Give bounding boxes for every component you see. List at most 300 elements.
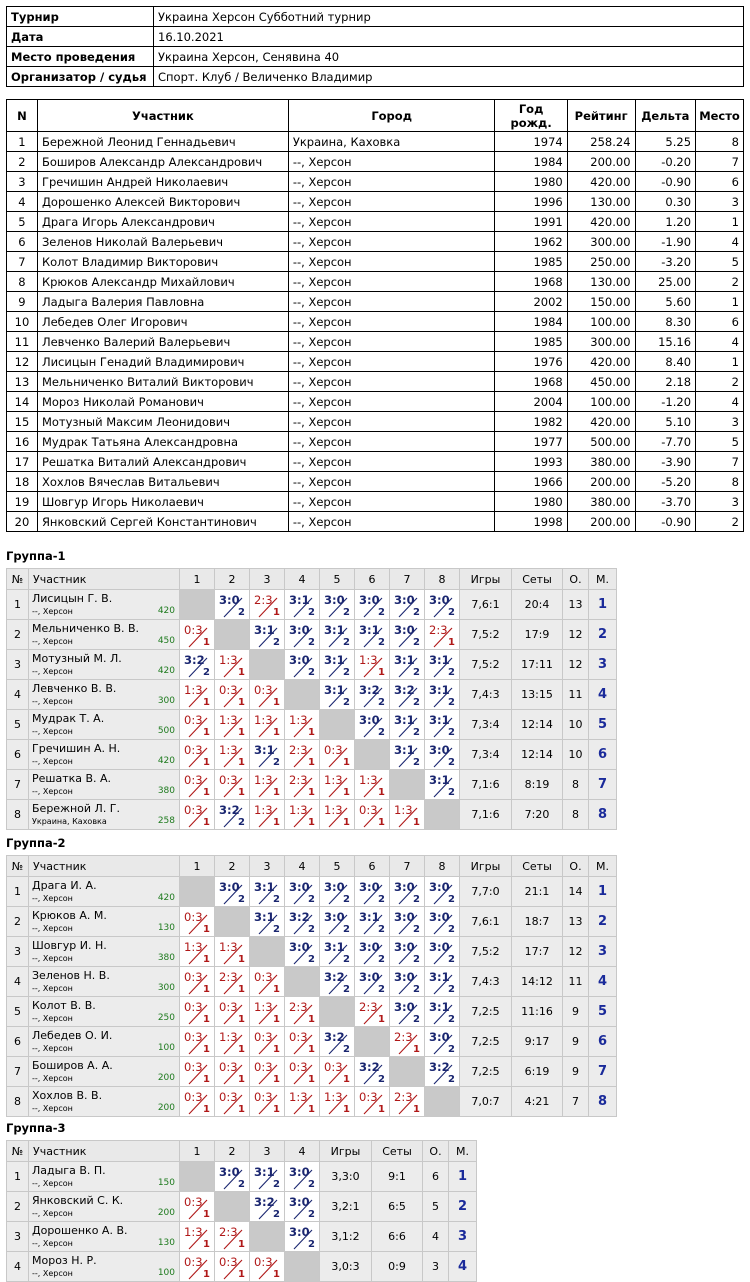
match-points: 1 [343, 1104, 350, 1115]
match-points: 1 [378, 817, 385, 828]
player-place: 7 [589, 770, 617, 800]
opponent-header: 6 [355, 569, 390, 590]
match-points: 1 [273, 1014, 280, 1025]
games-header: Игры [320, 1141, 372, 1162]
participant-cell: 1.20 [635, 212, 696, 232]
match-points: 1 [203, 954, 210, 965]
player-rating: 200 [157, 1073, 175, 1083]
match-score: 1:3 [289, 803, 308, 817]
match-result-cell [390, 907, 425, 937]
player-games: 3,2:1 [320, 1192, 372, 1222]
player-games: 7,2:5 [460, 997, 512, 1027]
player-cell [29, 590, 180, 620]
participant-cell: 150.00 [567, 292, 635, 312]
match-result-cell [390, 967, 425, 997]
self-match-cell [250, 650, 285, 680]
player-games: 7,6:1 [460, 907, 512, 937]
player-name: Бережной Л. Г. [32, 802, 121, 815]
match-result-cell [320, 1057, 355, 1087]
opponent-header: 4 [285, 856, 320, 877]
match-points: 2 [343, 637, 350, 648]
participant-cell: 12 [7, 352, 38, 372]
match-points: 1 [273, 1104, 280, 1115]
player-number: 1 [7, 590, 29, 620]
match-score: 3:2 [184, 653, 205, 667]
opponent-header: 1 [180, 856, 215, 877]
match-score: 1:3 [324, 773, 343, 787]
participant-cell: 420.00 [567, 172, 635, 192]
match-result-cell [355, 1087, 390, 1117]
match-points: 1 [273, 817, 280, 828]
match-points: 1 [238, 727, 245, 738]
match-score: 3:1 [359, 623, 380, 637]
player-cell [29, 770, 180, 800]
player-city: --, Херсон [32, 954, 73, 963]
match-points: 2 [273, 1209, 280, 1220]
sets-header: Сеты [512, 856, 563, 877]
match-result-cell [250, 1162, 285, 1192]
player-number: 5 [7, 997, 29, 1027]
player-points: 11 [563, 680, 589, 710]
player-games: 7,2:5 [460, 1057, 512, 1087]
participant-cell: Дорошенко Алексей Викторович [37, 192, 288, 212]
player-sets: 6:5 [372, 1192, 423, 1222]
participant-cell: 5 [7, 212, 38, 232]
participant-cell: 380.00 [567, 492, 635, 512]
participant-cell: --, Херсон [288, 152, 495, 172]
match-result-cell [215, 710, 250, 740]
participant-cell: -0.20 [635, 152, 696, 172]
group-player-row [7, 1192, 477, 1222]
match-points: 1 [238, 1104, 245, 1115]
player-rating: 130 [157, 923, 175, 933]
self-match-cell [250, 1222, 285, 1252]
opponent-header: 8 [425, 856, 460, 877]
match-points: 2 [273, 637, 280, 648]
player-place: 6 [589, 740, 617, 770]
match-score: 3:0 [394, 880, 415, 894]
match-result-cell [215, 650, 250, 680]
match-result-cell [215, 770, 250, 800]
match-points: 2 [448, 984, 455, 995]
match-points: 1 [238, 1269, 245, 1280]
match-points: 2 [413, 727, 420, 738]
player-points: 6 [423, 1162, 449, 1192]
match-points: 2 [238, 894, 245, 905]
column-header: Город [288, 100, 495, 132]
match-points: 2 [448, 607, 455, 618]
player-city: --, Херсон [32, 607, 73, 616]
match-points: 1 [203, 1074, 210, 1085]
match-result-cell [425, 877, 460, 907]
player-name: Мудрак Т. А. [32, 712, 105, 725]
match-points: 1 [203, 727, 210, 738]
participant-cell: 2 [696, 272, 744, 292]
match-score: 1:3 [219, 743, 238, 757]
participant-cell: --, Херсон [288, 412, 495, 432]
participant-cell: Боширов Александр Александрович [37, 152, 288, 172]
points-header: О. [423, 1141, 449, 1162]
participant-cell: 420.00 [567, 412, 635, 432]
match-result-cell [215, 800, 250, 830]
match-points: 2 [378, 697, 385, 708]
match-points: 1 [308, 727, 315, 738]
player-games: 7,6:1 [460, 590, 512, 620]
match-points: 2 [448, 1074, 455, 1085]
match-score: 3:1 [254, 910, 275, 924]
match-points: 2 [343, 894, 350, 905]
match-score: 2:3 [254, 593, 273, 607]
match-score: 3:0 [289, 1195, 310, 1209]
info-row [7, 47, 744, 67]
match-score: 3:0 [324, 910, 345, 924]
participant-cell: 15 [7, 412, 38, 432]
number-header: № [7, 856, 29, 877]
player-rating: 420 [157, 756, 175, 766]
match-score: 1:3 [359, 773, 378, 787]
participant-row [7, 212, 744, 232]
player-rating: 200 [157, 1103, 175, 1113]
player-place: 5 [589, 997, 617, 1027]
participant-cell: 18 [7, 472, 38, 492]
match-points: 1 [308, 1014, 315, 1025]
participant-row [7, 272, 744, 292]
player-number: 3 [7, 937, 29, 967]
participant-cell: 2002 [495, 292, 567, 312]
match-score: 0:3 [184, 743, 203, 757]
participant-cell: 1984 [495, 312, 567, 332]
opponent-header: 2 [215, 856, 250, 877]
participants-header [7, 100, 744, 132]
match-score: 0:3 [184, 1255, 203, 1269]
participant-cell: --, Херсон [288, 492, 495, 512]
match-score: 3:1 [429, 970, 450, 984]
match-points: 1 [203, 924, 210, 935]
self-match-cell [215, 1192, 250, 1222]
opponent-header: 8 [425, 569, 460, 590]
player-sets: 17:11 [512, 650, 563, 680]
match-score: 0:3 [184, 803, 203, 817]
self-match-cell [320, 997, 355, 1027]
participant-cell: Мельниченко Виталий Викторович [37, 372, 288, 392]
player-points: 8 [563, 800, 589, 830]
participant-cell: Левченко Валерий Валерьевич [37, 332, 288, 352]
match-points: 2 [308, 1239, 315, 1250]
player-city: --, Херсон [32, 697, 73, 706]
match-result-cell [355, 907, 390, 937]
match-result-cell [320, 590, 355, 620]
group-player-row [7, 800, 617, 830]
player-cell [29, 680, 180, 710]
match-points: 1 [238, 757, 245, 768]
match-result-cell [215, 1087, 250, 1117]
match-score: 0:3 [254, 1060, 273, 1074]
match-result-cell [355, 710, 390, 740]
match-result-cell [390, 877, 425, 907]
match-score: 3:1 [394, 653, 415, 667]
match-points: 2 [448, 727, 455, 738]
player-name: Мотузный М. Л. [32, 652, 122, 665]
match-points: 2 [413, 1014, 420, 1025]
column-header: Рейтинг [567, 100, 635, 132]
player-name: Дорошенко А. В. [32, 1224, 128, 1237]
match-points: 2 [308, 894, 315, 905]
match-points: 1 [308, 757, 315, 768]
participant-cell: 8.40 [635, 352, 696, 372]
match-result-cell [285, 650, 320, 680]
player-games: 3,1:2 [320, 1222, 372, 1252]
match-score: 3:1 [394, 713, 415, 727]
participant-cell: Мороз Николай Романович [37, 392, 288, 412]
match-score: 3:1 [254, 623, 275, 637]
player-cell [29, 740, 180, 770]
match-result-cell [285, 1222, 320, 1252]
match-result-cell [215, 937, 250, 967]
participant-cell: 1993 [495, 452, 567, 472]
player-city: --, Херсон [32, 894, 73, 903]
match-score: 3:2 [324, 970, 345, 984]
player-number: 6 [7, 740, 29, 770]
player-points: 10 [563, 740, 589, 770]
player-sets: 20:4 [512, 590, 563, 620]
player-sets: 14:12 [512, 967, 563, 997]
group-player-row [7, 680, 617, 710]
player-sets: 18:7 [512, 907, 563, 937]
match-points: 2 [273, 757, 280, 768]
participant-cell: Мудрак Татьяна Александровна [37, 432, 288, 452]
participant-cell: 5.60 [635, 292, 696, 312]
participant-cell: --, Херсон [288, 452, 495, 472]
self-match-cell [390, 1057, 425, 1087]
match-result-cell [285, 710, 320, 740]
opponent-header: 7 [390, 856, 425, 877]
player-points: 5 [423, 1192, 449, 1222]
match-result-cell [320, 680, 355, 710]
info-row [7, 7, 744, 27]
player-points: 8 [563, 770, 589, 800]
match-points: 1 [203, 637, 210, 648]
group-player-row [7, 1027, 617, 1057]
participant-cell: 1985 [495, 252, 567, 272]
sets-header: Сеты [512, 569, 563, 590]
player-cell [29, 877, 180, 907]
participant-cell: 5 [696, 432, 744, 452]
match-points: 1 [308, 1074, 315, 1085]
player-sets: 6:6 [372, 1222, 423, 1252]
player-name: Мельниченко В. В. [32, 622, 140, 635]
match-result-cell [390, 650, 425, 680]
player-cell [29, 1192, 180, 1222]
match-result-cell [285, 800, 320, 830]
participant-cell: 15.16 [635, 332, 696, 352]
participant-cell: 13 [7, 372, 38, 392]
player-name: Колот В. В. [32, 999, 96, 1012]
match-points: 1 [203, 757, 210, 768]
match-points: 1 [273, 607, 280, 618]
match-score: 1:3 [219, 653, 238, 667]
match-points: 2 [413, 667, 420, 678]
player-games: 7,4:3 [460, 680, 512, 710]
participant-cell: Зеленов Николай Валерьевич [37, 232, 288, 252]
match-score: 2:3 [219, 1225, 238, 1239]
group-player-row [7, 1252, 477, 1282]
column-header: Место [696, 100, 744, 132]
match-result-cell [355, 1057, 390, 1087]
participant-cell: 100.00 [567, 312, 635, 332]
match-score: 1:3 [254, 713, 273, 727]
match-score: 1:3 [289, 713, 308, 727]
match-points: 2 [413, 607, 420, 618]
player-name: Левченко В. В. [32, 682, 117, 695]
player-games: 7,5:2 [460, 937, 512, 967]
opponent-header: 4 [285, 569, 320, 590]
points-header: О. [563, 856, 589, 877]
match-score: 3:2 [219, 803, 240, 817]
player-number: 2 [7, 620, 29, 650]
player-points: 14 [563, 877, 589, 907]
match-points: 2 [378, 954, 385, 965]
opponent-header: 3 [250, 569, 285, 590]
participant-cell: --, Херсон [288, 252, 495, 272]
player-number: 7 [7, 1057, 29, 1087]
group-player-row [7, 590, 617, 620]
match-score: 2:3 [394, 1030, 413, 1044]
match-result-cell [285, 1162, 320, 1192]
match-score: 3:1 [359, 910, 380, 924]
group-player-row [7, 907, 617, 937]
player-points: 10 [563, 710, 589, 740]
opponent-header: 5 [320, 856, 355, 877]
match-result-cell [355, 937, 390, 967]
participant-cell: -0.90 [635, 512, 696, 532]
match-points: 2 [343, 924, 350, 935]
group-player-row [7, 650, 617, 680]
participant-cell: 1962 [495, 232, 567, 252]
participant-cell: 1984 [495, 152, 567, 172]
participant-cell: -5.20 [635, 472, 696, 492]
player-games: 3,0:3 [320, 1252, 372, 1282]
match-score: 0:3 [324, 1060, 343, 1074]
player-points: 4 [423, 1222, 449, 1252]
match-result-cell [250, 1027, 285, 1057]
match-score: 3:0 [289, 1225, 310, 1239]
info-value: 16.10.2021 [154, 27, 744, 47]
participant-row [7, 472, 744, 492]
match-points: 1 [238, 954, 245, 965]
participant-cell: 4 [696, 232, 744, 252]
player-points: 12 [563, 937, 589, 967]
match-result-cell [180, 740, 215, 770]
player-place: 5 [589, 710, 617, 740]
column-header: Дельта [635, 100, 696, 132]
match-score: 1:3 [219, 940, 238, 954]
participant-row [7, 172, 744, 192]
participant-row [7, 232, 744, 252]
self-match-cell [355, 1027, 390, 1057]
player-city: --, Херсон [32, 637, 73, 646]
match-score: 0:3 [184, 713, 203, 727]
match-score: 0:3 [254, 1255, 273, 1269]
match-result-cell [180, 1057, 215, 1087]
match-result-cell [425, 997, 460, 1027]
match-result-cell [355, 967, 390, 997]
match-result-cell [320, 937, 355, 967]
match-score: 2:3 [289, 1000, 308, 1014]
match-result-cell [215, 740, 250, 770]
player-name: Лисицын Г. В. [32, 592, 113, 605]
player-rating: 130 [157, 1238, 175, 1248]
participant-cell: --, Херсон [288, 332, 495, 352]
match-score: 3:0 [289, 940, 310, 954]
participant-cell: 3 [7, 172, 38, 192]
match-result-cell [180, 680, 215, 710]
match-points: 1 [203, 787, 210, 798]
participant-cell: 250.00 [567, 252, 635, 272]
match-score: 0:3 [219, 1000, 238, 1014]
player-number: 7 [7, 770, 29, 800]
player-number: 5 [7, 710, 29, 740]
player-rating: 250 [157, 1013, 175, 1023]
match-result-cell [215, 680, 250, 710]
participant-cell: --, Херсон [288, 212, 495, 232]
match-points: 2 [238, 817, 245, 828]
match-points: 1 [203, 1209, 210, 1220]
player-rating: 420 [157, 666, 175, 676]
match-points: 1 [378, 1014, 385, 1025]
match-result-cell [215, 877, 250, 907]
match-result-cell [390, 740, 425, 770]
match-points: 2 [378, 924, 385, 935]
group-player-row [7, 967, 617, 997]
player-rating: 420 [157, 893, 175, 903]
player-games: 7,5:2 [460, 650, 512, 680]
participant-cell: 200.00 [567, 472, 635, 492]
player-games: 7,3:4 [460, 740, 512, 770]
player-sets: 0:9 [372, 1252, 423, 1282]
player-number: 1 [7, 1162, 29, 1192]
group-title: Группа-1 [6, 549, 66, 563]
player-city: Украина, Каховка [32, 817, 107, 826]
player-games: 7,4:3 [460, 967, 512, 997]
player-name: Мороз Н. Р. [32, 1254, 97, 1267]
match-result-cell [285, 997, 320, 1027]
player-sets: 17:9 [512, 620, 563, 650]
match-result-cell [425, 590, 460, 620]
match-score: 3:2 [429, 1060, 450, 1074]
participant-cell: 450.00 [567, 372, 635, 392]
match-score: 0:3 [254, 970, 273, 984]
match-result-cell [215, 590, 250, 620]
participant-cell: 8 [696, 132, 744, 152]
participant-cell: 1 [696, 212, 744, 232]
match-result-cell [425, 740, 460, 770]
player-city: --, Херсон [32, 757, 73, 766]
match-result-cell [355, 680, 390, 710]
participant-cell: --, Херсон [288, 312, 495, 332]
participant-cell: 5 [696, 252, 744, 272]
opponent-header: 1 [180, 569, 215, 590]
player-cell [29, 997, 180, 1027]
participant-cell: -1.90 [635, 232, 696, 252]
player-games: 7,5:2 [460, 620, 512, 650]
participant-cell: Лисицын Генадий Владимирович [37, 352, 288, 372]
player-points: 9 [563, 1057, 589, 1087]
player-city: --, Херсон [32, 1179, 73, 1188]
match-points: 2 [413, 757, 420, 768]
player-place: 2 [589, 907, 617, 937]
match-points: 2 [378, 727, 385, 738]
match-score: 0:3 [184, 773, 203, 787]
